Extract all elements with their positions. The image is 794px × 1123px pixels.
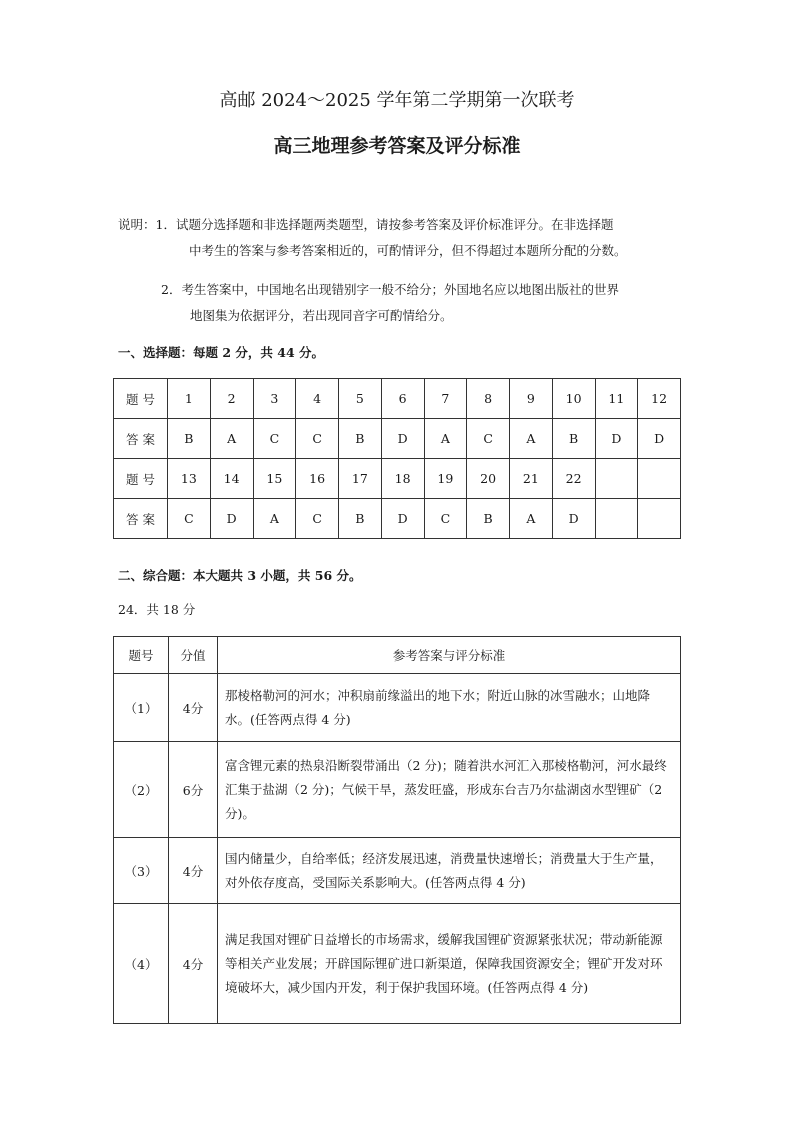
question-number: 16 [296,459,339,499]
note-1 [118,212,688,264]
question-part-answer: 国内储量少，自给率低；经济发展迅速，消费量快速增长；消费量大于生产量，对外依存度高，受国际关系影响大。(任答两点得 4 分) [218,838,681,904]
note-1-number: 1． [155,217,176,232]
note-2-line-2: 地图集为依据评分，若出现同音字可酌情给分。 [190,308,453,323]
answer-cell: D [638,419,681,459]
answer-cell: A [510,499,553,539]
answer-cell: B [339,499,382,539]
question-part-answer: 那棱格勒河的河水；冲积扇前缘溢出的地下水；附近山脉的冰雪融水；山地降水。(任答两点得 4 分) [218,674,681,742]
answer-cell: B [168,419,211,459]
question-number: 19 [424,459,467,499]
column-header-answer: 参考答案与评分标准 [218,637,681,674]
answer-cell: B [467,499,510,539]
note-2 [161,277,691,329]
question-number-row-1 [114,379,681,419]
question-number: 1 [168,379,211,419]
answer-cell: D [552,499,595,539]
table-row [114,838,681,904]
question-number: 12 [638,379,681,419]
answer-cell: C [467,419,510,459]
column-header-score: 分值 [169,637,218,674]
answer-cell: B [339,419,382,459]
note-1-line-2: 中考生的答案与参考答案相近的，可酌情评分，但不得超过本题所分配的分数。 [189,243,627,258]
question-part-answer: 富含锂元素的热泉沿断裂带涌出（2 分)；随着洪水河汇入那棱格勒河，河水最终汇集于盐湖（2 分)；气候干旱，蒸发旺盛，形成东台吉乃尔盐湖卤水型锂矿（2 分)。 [218,742,681,838]
answer-cell: C [168,499,211,539]
question-part-score: 4分 [169,674,218,742]
answer-cell [638,499,681,539]
question-part-score: 6分 [169,742,218,838]
question-number: 20 [467,459,510,499]
question-number: 22 [552,459,595,499]
answer-cell: A [510,419,553,459]
column-header-num: 题号 [114,637,169,674]
answer-cell: D [381,419,424,459]
table-row [114,742,681,838]
answer-row-1 [114,419,681,459]
question-number [638,459,681,499]
answer-cell: C [424,499,467,539]
question-number: 8 [467,379,510,419]
question-part-score: 4分 [169,838,218,904]
question-24-label: 24．共 18 分 [118,602,196,617]
question-number: 15 [253,459,296,499]
question-number: 17 [339,459,382,499]
question-number: 10 [552,379,595,419]
question-part-number: （4） [114,904,169,1024]
question-part-number: （1） [114,674,169,742]
question-number: 4 [296,379,339,419]
answer-cell: D [381,499,424,539]
note-1-line-1: 试题分选择题和非选择题两类题型，请按参考答案及评价标准评分。在非选择题 [175,217,614,232]
row-label: 题 号 [114,459,168,499]
answer-cell: A [253,499,296,539]
table-row [114,674,681,742]
question-number: 3 [253,379,296,419]
answer-cell: D [595,419,638,459]
question-number: 18 [381,459,424,499]
question-number: 5 [339,379,382,419]
table-row [114,904,681,1024]
question-number [595,459,638,499]
answer-cell: B [552,419,595,459]
question-number: 11 [595,379,638,419]
question-number: 2 [210,379,253,419]
table-header-row [114,637,681,674]
free-response-scoring-table [113,636,681,1024]
question-number-row-2 [114,459,681,499]
question-part-answer: 满足我国对锂矿日益增长的市场需求，缓解我国锂矿资源紧张状况；带动新能源等相关产业发展；开辟国际锂矿进口新渠道，保障我国资源安全；锂矿开发对环境破坏大，减少国内开发，利于保护我国环境。(任答两点得 4 分) [218,904,681,1024]
row-label: 答 案 [114,499,168,539]
question-number: 14 [210,459,253,499]
question-part-score: 4分 [169,904,218,1024]
question-number: 13 [168,459,211,499]
exam-title: 高邮 2024～2025 学年第二学期第一次联考 [219,90,575,111]
section-2-title: 二、综合题：本大题共 3 小题，共 56 分。 [118,568,362,583]
question-number: 9 [510,379,553,419]
note-2-line-1: 考生答案中，中国地名出现错别字一般不给分；外国地名应以地图出版社的世界 [181,282,619,297]
answer-cell: A [210,419,253,459]
question-number: 7 [424,379,467,419]
answer-cell: C [296,499,339,539]
answer-cell: C [296,419,339,459]
multiple-choice-answer-table [113,378,681,539]
answer-cell: C [253,419,296,459]
answer-row-2 [114,499,681,539]
question-number: 21 [510,459,553,499]
question-number: 6 [381,379,424,419]
document-subtitle: 高三地理参考答案及评分标准 [273,135,521,157]
question-part-number: （3） [114,838,169,904]
notes-prefix: 说明： [118,217,156,232]
question-part-number: （2） [114,742,169,838]
row-label: 题 号 [114,379,168,419]
answer-cell: A [424,419,467,459]
row-label: 答 案 [114,419,168,459]
answer-cell: D [210,499,253,539]
answer-cell [595,499,638,539]
section-1-title: 一、选择题：每题 2 分，共 44 分。 [118,345,325,360]
note-2-number: 2． [161,282,182,297]
